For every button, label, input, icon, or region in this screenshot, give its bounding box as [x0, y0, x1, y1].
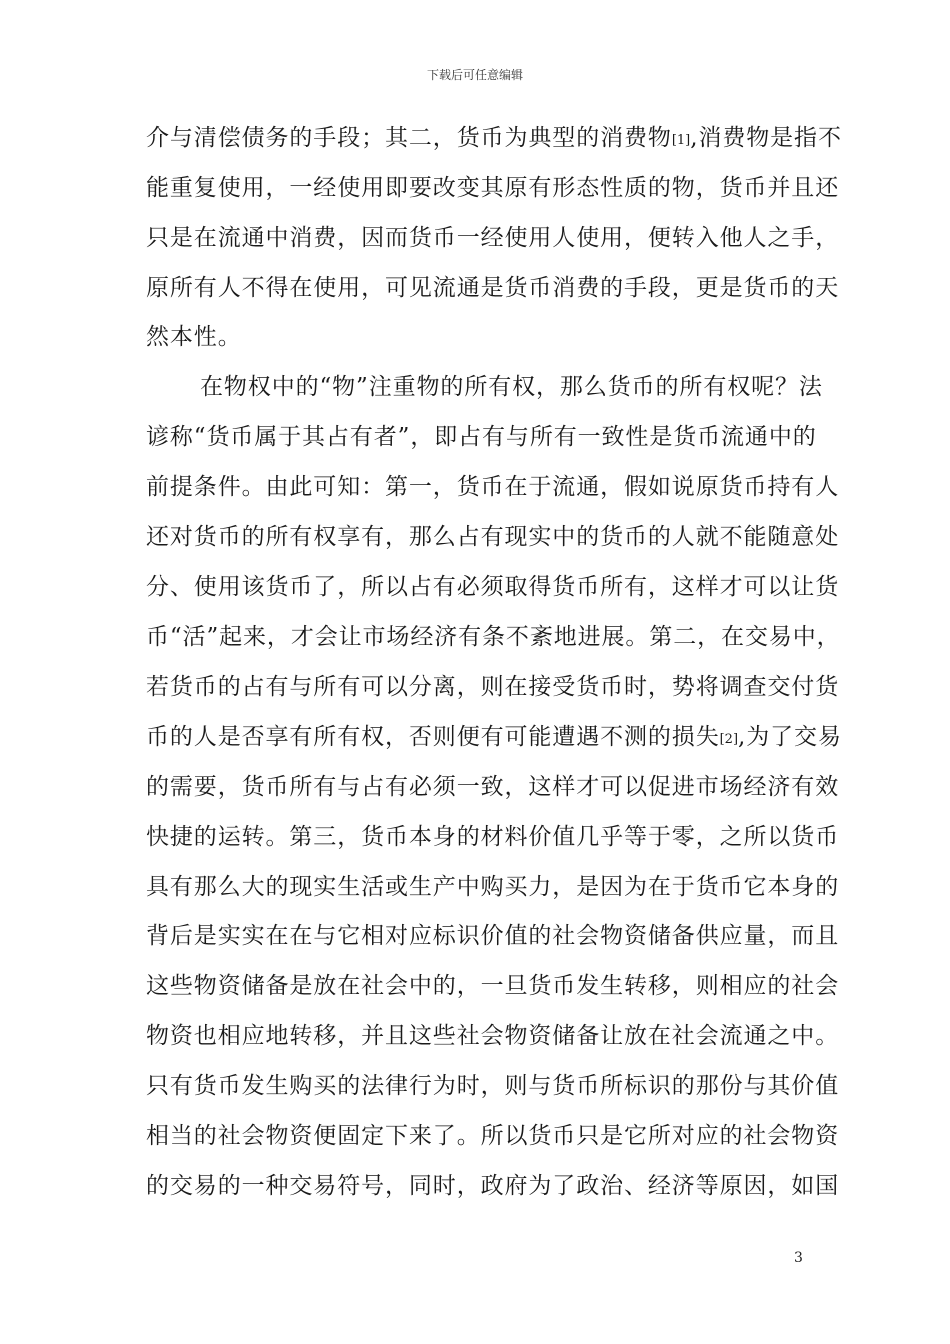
text-line: 只是在流通中消费，因而货币一经使用人使用，便转入他人之手， — [146, 225, 840, 251]
citation-ref[interactable]: [1] — [671, 133, 691, 148]
text-line: 在物权中的“物”注重物的所有权，那么货币的所有权呢？法 — [200, 374, 823, 400]
text-line: 能重复使用，一经使用即要改变其原有形态性质的物，货币并且还 — [146, 175, 840, 201]
text-line: 的需要，货币所有与占有必须一致，这样才可以促进市场经济有效 — [146, 774, 840, 800]
page-header: 下载后可任意编辑 — [426, 68, 523, 82]
text-line: 具有那么大的现实生活或生产中购买力，是因为在于货币它本身的 — [146, 874, 840, 900]
text-line: 物资也相应地转移，并且这些社会物资储备让放在社会流通之中。 — [146, 1023, 840, 1049]
text-line: 币的人是否享有所有权，否则便有可能遭遇不测的损失[2],为了交易 — [146, 724, 842, 750]
text-line: 只有货币发生购买的法律行为时，则与货币所标识的那份与其价值 — [146, 1073, 840, 1099]
text-line: 若货币的占有与所有可以分离，则在接受货币时，势将调查交付货 — [146, 674, 840, 700]
text-line: 快捷的运转。第三，货币本身的材料价值几乎等于零，之所以货币 — [146, 824, 840, 850]
text-line: 分、使用该货币了，所以占有必须取得货币所有，这样才可以让货 — [146, 574, 840, 600]
text-line: 相当的社会物资便固定下来了。所以货币只是它所对应的社会物资 — [146, 1123, 840, 1149]
text-line: 这些物资储备是放在社会中的，一旦货币发生转移，则相应的社会 — [146, 973, 840, 999]
text-line: 介与清偿债务的手段；其二，货币为典型的消费物[1],消费物是指不 — [146, 125, 842, 151]
text-line: 谚称“货币属于其占有者”，即占有与所有一致性是货币流通中的 — [146, 424, 817, 450]
text-line: 前提条件。由此可知：第一，货币在于流通，假如说原货币持有人 — [146, 474, 840, 500]
text-line: 背后是实实在在与它相对应标识价值的社会物资储备供应量，而且 — [146, 923, 840, 949]
text-line: 还对货币的所有权享有，那么占有现实中的货币的人就不能随意处 — [146, 524, 840, 550]
text-line: 币“活”起来，才会让市场经济有条不紊地进展。第二，在交易中， — [146, 624, 841, 650]
text-line: 原所有人不得在使用，可见流通是货币消费的手段，更是货币的天 — [146, 275, 840, 301]
text-line: 的交易的一种交易符号，同时，政府为了政治、经济等原因，如国 — [146, 1173, 840, 1199]
text-line: 然本性。 — [146, 324, 242, 350]
page-number: 3 — [794, 1250, 803, 1266]
citation-ref[interactable]: [2] — [719, 732, 739, 747]
